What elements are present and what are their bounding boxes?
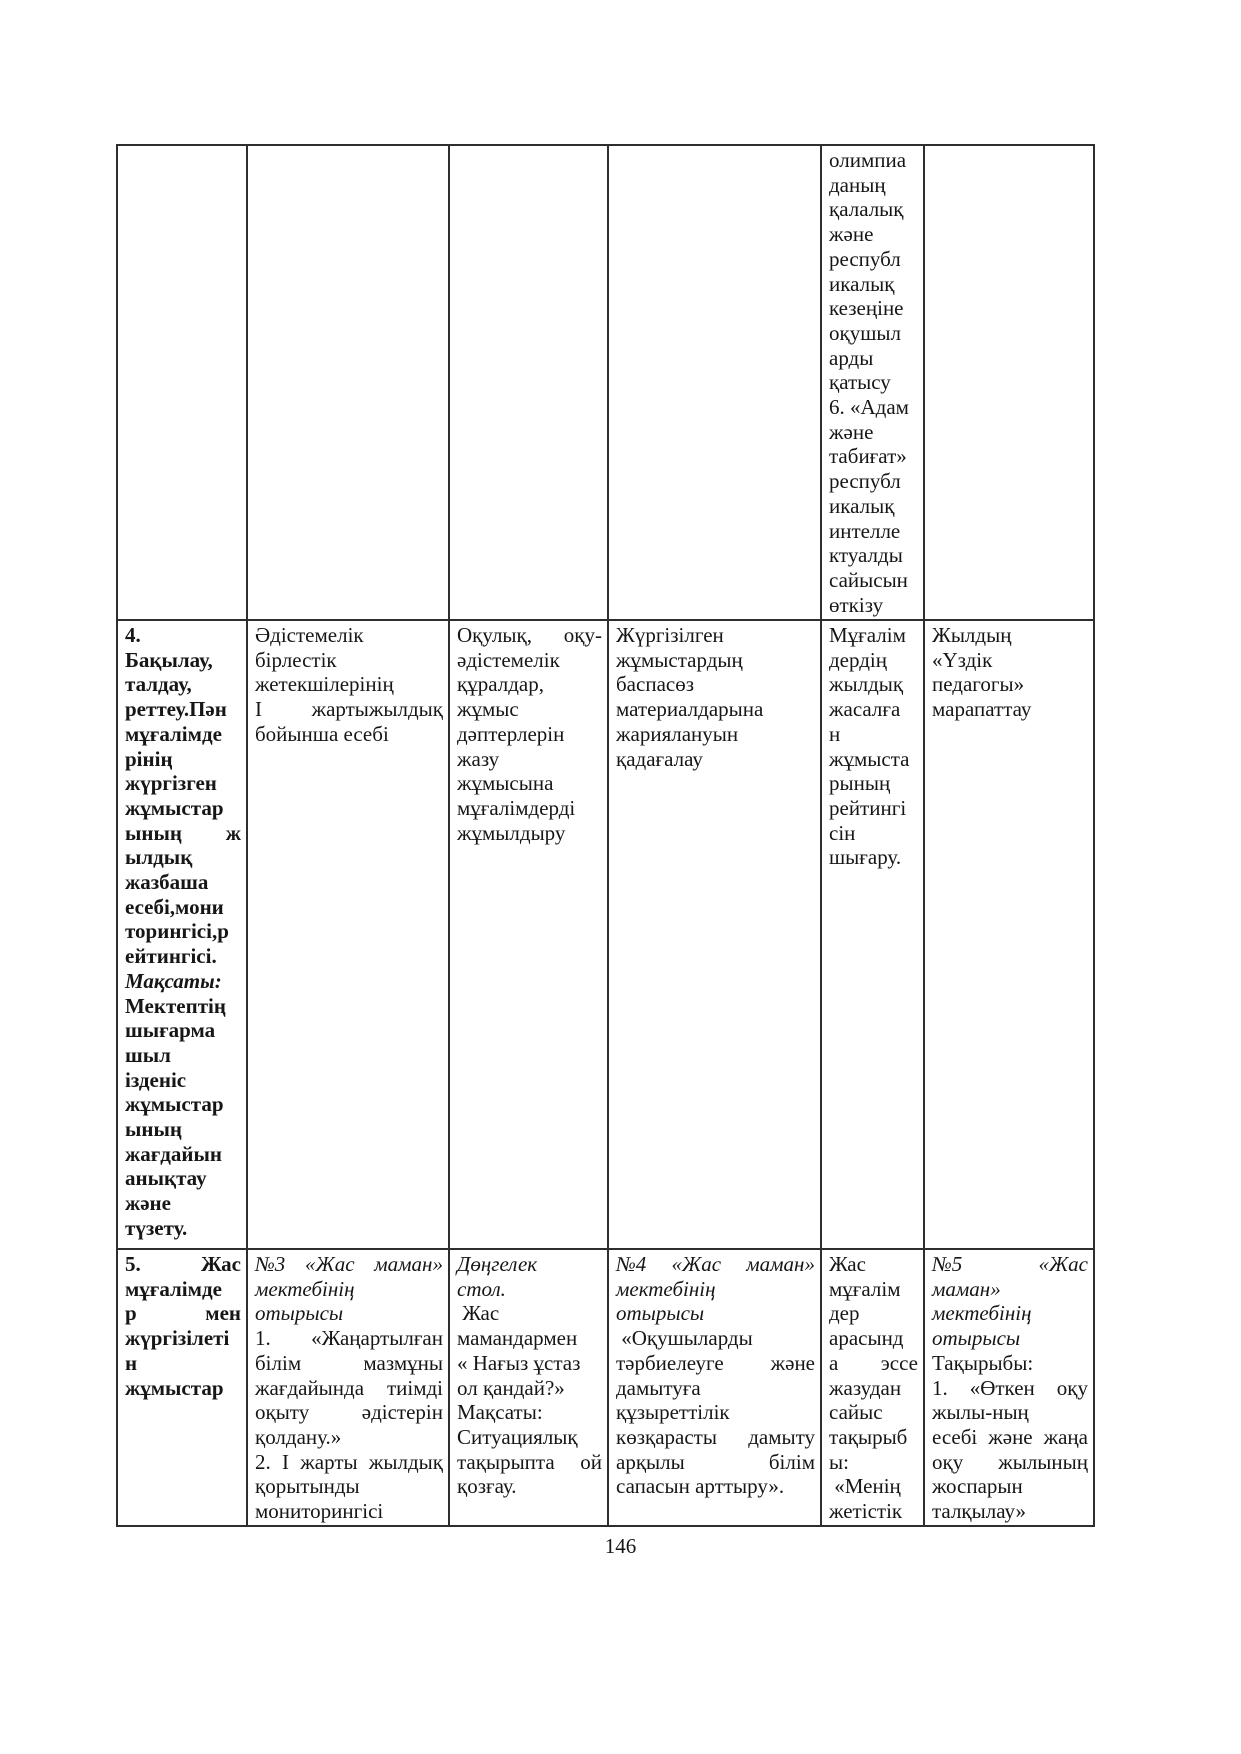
text-line: дер bbox=[829, 1301, 860, 1326]
table-cell-r3-c5 bbox=[821, 1249, 924, 1526]
text-word: оқу- bbox=[563, 623, 602, 647]
text-word: оқыту bbox=[255, 1400, 310, 1425]
text-word: «Жас bbox=[671, 1252, 722, 1276]
text-line: ізденіс bbox=[125, 1067, 187, 1092]
text-line: отырысы bbox=[616, 1301, 705, 1326]
table-cell-r2-c2 bbox=[247, 620, 449, 1249]
text-line: жасалға bbox=[829, 697, 901, 722]
text-line bbox=[125, 821, 241, 846]
text-line: Мақсаты: bbox=[125, 968, 222, 993]
text-word: «Жаңартылған bbox=[311, 1326, 443, 1351]
text-word: жаңа bbox=[1043, 1424, 1088, 1449]
text-word: Жас bbox=[200, 1252, 241, 1276]
text-line: Жылдың bbox=[932, 623, 1012, 647]
text-line: «Үздік bbox=[932, 647, 993, 672]
row-4-control-analysis bbox=[117, 620, 1094, 1249]
text-word: «Жас bbox=[1038, 1252, 1088, 1276]
text-line: ының bbox=[125, 1117, 182, 1142]
text-word: маман» bbox=[374, 1252, 443, 1276]
table-cell-r1-c3 bbox=[449, 145, 608, 620]
table-cell-r3-c4 bbox=[608, 1249, 821, 1526]
text-line: кезеңіне bbox=[829, 296, 904, 321]
text-line: рының bbox=[829, 771, 891, 796]
text-line: жұмысына bbox=[457, 771, 554, 796]
text-line bbox=[255, 1351, 443, 1376]
text-line: есебі,мони bbox=[125, 894, 224, 919]
text-line: марапаттау bbox=[932, 697, 1032, 722]
text-word: I bbox=[255, 697, 262, 722]
text-line: интелле bbox=[829, 518, 901, 543]
text-line: Жас bbox=[829, 1252, 866, 1276]
text-line: стол. bbox=[457, 1276, 506, 1301]
text-line: олимпиа bbox=[829, 148, 907, 172]
text-word: 5. bbox=[125, 1252, 141, 1276]
text-line: жоспарын bbox=[932, 1474, 1023, 1499]
text-line: маман» bbox=[932, 1276, 1001, 1301]
text-word: «Жас bbox=[305, 1252, 355, 1276]
work-plan-table bbox=[116, 144, 1095, 1527]
text-line: және bbox=[829, 419, 874, 444]
text-line bbox=[616, 1425, 815, 1450]
text-line: қадағалау bbox=[616, 746, 703, 771]
text-line: республ bbox=[829, 469, 901, 494]
text-line: қатысу bbox=[829, 370, 891, 395]
text-line: жүргізілеті bbox=[125, 1326, 230, 1351]
text-line: ылдық bbox=[125, 845, 193, 870]
table-cell-r2-c6 bbox=[924, 620, 1094, 1249]
text-line: мектебінің bbox=[932, 1301, 1032, 1326]
text-word: 2. bbox=[255, 1449, 271, 1474]
text-line: икалық bbox=[829, 271, 895, 296]
text-line: педагогы» bbox=[932, 672, 1025, 697]
table-body bbox=[117, 145, 1094, 1526]
page-number: 146 bbox=[604, 1534, 637, 1558]
text-line: жағдайын bbox=[125, 1141, 222, 1166]
table-cell-r3-c3 bbox=[449, 1249, 608, 1526]
table-cell-r3-c2 bbox=[247, 1249, 449, 1526]
text-line: Дөңгелек bbox=[457, 1252, 538, 1276]
text-word: Оқулық, bbox=[457, 623, 532, 647]
text-line: және bbox=[829, 222, 874, 247]
text-line bbox=[255, 1450, 443, 1475]
text-line: қозғау. bbox=[457, 1474, 517, 1499]
text-line: мұғалім bbox=[829, 1276, 901, 1301]
text-word: жартыжылдық bbox=[311, 697, 443, 722]
text-line: жылы-ның bbox=[932, 1400, 1029, 1425]
text-line: 4. bbox=[125, 623, 141, 647]
text-line: мектебінің bbox=[255, 1276, 355, 1301]
table-cell-r2-c4 bbox=[608, 620, 821, 1249]
text-word: 1. bbox=[255, 1326, 271, 1351]
text-word: көзқарасты bbox=[616, 1424, 717, 1449]
text-line: отырысы bbox=[255, 1301, 344, 1326]
text-line: Жүргізілген bbox=[616, 623, 724, 647]
table-cell-r1-c2 bbox=[247, 145, 449, 620]
text-line: жетекшілерінің bbox=[255, 672, 394, 697]
text-line: рінің bbox=[125, 746, 173, 771]
text-line: 6. «Адам bbox=[829, 395, 909, 420]
text-line bbox=[255, 697, 443, 722]
text-word: мазмұны bbox=[363, 1350, 443, 1375]
text-line: анықтау bbox=[125, 1166, 207, 1191]
text-word: жылдық bbox=[368, 1449, 443, 1474]
text-word: 1. bbox=[932, 1375, 948, 1400]
text-line: тақырыб bbox=[829, 1424, 908, 1449]
text-line: мұғалімде bbox=[125, 1276, 222, 1301]
text-line bbox=[125, 1301, 241, 1326]
text-line: бойынша есебі bbox=[255, 721, 389, 746]
text-word: ой bbox=[580, 1449, 602, 1474]
text-line: рейтингі bbox=[829, 795, 907, 820]
text-line: жұмыстар bbox=[125, 795, 224, 820]
text-line: құзыреттілік bbox=[616, 1400, 730, 1425]
text-line: жазудан bbox=[829, 1375, 902, 1400]
text-word: ының bbox=[125, 820, 182, 845]
text-word: №5 bbox=[932, 1252, 963, 1276]
text-line: әдістемелік bbox=[457, 647, 560, 672]
text-line: Мұғалім bbox=[829, 623, 906, 647]
text-line: талқылау» bbox=[932, 1499, 1026, 1524]
text-line: даның bbox=[829, 172, 886, 197]
table-cell-r2-c1 bbox=[117, 620, 247, 1249]
text-line: н bbox=[829, 721, 841, 746]
text-line: жұмыстардың bbox=[616, 647, 743, 672]
text-line: «Менің bbox=[829, 1474, 901, 1499]
table-cell-r2-c5 bbox=[821, 620, 924, 1249]
text-line: табиғат» bbox=[829, 444, 907, 469]
text-line: сайыс bbox=[829, 1400, 883, 1425]
text-line: жүргізген bbox=[125, 771, 217, 796]
table-cell-r1-c6 bbox=[924, 145, 1094, 620]
text-line: торингісі,р bbox=[125, 919, 229, 944]
text-line: оқушыл bbox=[829, 320, 901, 345]
text-line: шығару. bbox=[829, 845, 902, 870]
text-line: түзету. bbox=[125, 1215, 188, 1240]
text-line: Мектептің bbox=[125, 993, 226, 1018]
text-line: Мақсаты: bbox=[457, 1400, 543, 1425]
text-line: икалық bbox=[829, 493, 895, 518]
text-word: жылының bbox=[998, 1449, 1088, 1474]
text-line bbox=[616, 1450, 815, 1475]
text-line: дердің bbox=[829, 647, 887, 672]
text-line: қолдану.» bbox=[255, 1424, 342, 1449]
text-line: жұмылдыру bbox=[457, 820, 566, 845]
text-word: жарты bbox=[300, 1449, 358, 1474]
text-word: оқу bbox=[1056, 1375, 1088, 1400]
text-word: және bbox=[988, 1424, 1033, 1449]
text-word: әдістерін bbox=[361, 1400, 443, 1425]
text-line: арасынд bbox=[829, 1326, 904, 1351]
text-line: жазбаша bbox=[125, 870, 209, 895]
text-line: жұмыстар bbox=[125, 1092, 224, 1117]
text-word: р bbox=[125, 1301, 137, 1326]
text-line: ол қандай?» bbox=[457, 1375, 565, 1400]
text-line: жетістік bbox=[829, 1499, 903, 1524]
text-line: отырысы bbox=[932, 1326, 1021, 1351]
text-line: материалдарына bbox=[616, 697, 764, 722]
text-line bbox=[457, 1450, 602, 1475]
text-line bbox=[616, 1351, 815, 1376]
text-line: бірлестік bbox=[255, 647, 337, 672]
text-line: арды bbox=[829, 345, 874, 370]
text-line: жұмыста bbox=[829, 746, 910, 771]
text-word: «Өткен bbox=[969, 1375, 1035, 1400]
text-line: құралдар, bbox=[457, 672, 544, 697]
text-line: «Оқушыларды bbox=[616, 1326, 753, 1351]
text-line bbox=[255, 1326, 443, 1351]
table-cell-r3-c1 bbox=[117, 1249, 247, 1526]
text-line: және bbox=[125, 1191, 171, 1216]
text-line: талдау, bbox=[125, 672, 192, 697]
text-line bbox=[932, 1376, 1088, 1401]
text-line: Әдістемелік bbox=[255, 623, 364, 647]
text-line: Бақылау, bbox=[125, 647, 213, 672]
text-line bbox=[125, 1252, 241, 1277]
text-word: жағдайында bbox=[255, 1375, 365, 1400]
text-word: а bbox=[829, 1350, 839, 1375]
text-line: жұмыстар bbox=[125, 1375, 224, 1400]
text-line: жылдық bbox=[829, 672, 904, 697]
text-word: маман» bbox=[746, 1252, 815, 1276]
text-line: ктуалды bbox=[829, 543, 903, 568]
text-word: есебі bbox=[932, 1424, 978, 1449]
text-word: I bbox=[282, 1449, 290, 1474]
text-line: ы: bbox=[829, 1449, 849, 1474]
text-line: жариялануын bbox=[616, 721, 739, 746]
text-line: Ситуациялық bbox=[457, 1424, 578, 1449]
row-5-young-teachers bbox=[117, 1249, 1094, 1526]
text-word: №4 bbox=[616, 1252, 647, 1276]
text-line: мамандармен bbox=[457, 1326, 578, 1351]
table-cell-r1-c5 bbox=[821, 145, 924, 620]
text-line: жазу bbox=[457, 746, 500, 771]
text-line: мұғалімде bbox=[125, 721, 222, 746]
text-line: реттеу.Пән bbox=[125, 697, 227, 722]
text-word: эссе bbox=[880, 1350, 918, 1375]
table-cell-r1-c4 bbox=[608, 145, 821, 620]
text-line bbox=[255, 1252, 443, 1277]
text-line: дәптерлерін bbox=[457, 721, 565, 746]
text-word: арқылы bbox=[616, 1449, 685, 1474]
table-cell-r3-c6 bbox=[924, 1249, 1094, 1526]
text-line: мектебінің bbox=[616, 1276, 716, 1301]
text-line bbox=[616, 1252, 815, 1277]
text-word: және bbox=[770, 1350, 815, 1375]
text-line: мониторингісі bbox=[255, 1499, 384, 1524]
text-line: қалалық bbox=[829, 197, 904, 222]
text-word: тәрбиелеуге bbox=[616, 1350, 724, 1375]
text-line bbox=[932, 1450, 1088, 1475]
text-line: мұғалімдерді bbox=[457, 795, 576, 820]
text-line: қорытынды bbox=[255, 1474, 360, 1499]
text-line: шығарма bbox=[125, 1018, 216, 1043]
text-line: Жас bbox=[457, 1301, 500, 1326]
text-word: тақырыпта bbox=[457, 1449, 555, 1474]
text-line: шыл bbox=[125, 1042, 171, 1067]
text-line: жұмыс bbox=[457, 697, 519, 722]
text-word: тиімді bbox=[386, 1375, 443, 1400]
text-word: мен bbox=[205, 1301, 241, 1326]
text-line: « Нағыз ұстаз bbox=[457, 1350, 581, 1375]
table-cell-r2-c3 bbox=[449, 620, 608, 1249]
text-line: сапасын арттыру». bbox=[616, 1474, 785, 1499]
text-line bbox=[255, 1400, 443, 1425]
text-word: білім bbox=[255, 1350, 302, 1375]
text-word: білім bbox=[768, 1449, 815, 1474]
text-word: ж bbox=[225, 820, 241, 845]
text-line bbox=[829, 1351, 918, 1376]
text-line: Тақырыбы: bbox=[932, 1350, 1034, 1375]
text-word: №3 bbox=[255, 1252, 286, 1276]
text-line bbox=[457, 623, 602, 648]
text-word: дамыту bbox=[748, 1424, 815, 1449]
text-line: сін bbox=[829, 820, 856, 845]
text-line: өткізу bbox=[829, 592, 884, 617]
text-line: баспасөз bbox=[616, 672, 695, 697]
text-line: республ bbox=[829, 246, 901, 271]
text-line bbox=[932, 1252, 1088, 1277]
text-line bbox=[255, 1376, 443, 1401]
text-word: оқу bbox=[932, 1449, 964, 1474]
text-line: сайысын bbox=[829, 567, 908, 592]
row-olympiad-continuation bbox=[117, 145, 1094, 620]
text-line: дамытуға bbox=[616, 1375, 701, 1400]
text-line bbox=[932, 1425, 1088, 1450]
text-line: н bbox=[125, 1350, 138, 1375]
text-line: ейтингісі. bbox=[125, 944, 217, 969]
table-cell-r1-c1 bbox=[117, 145, 247, 620]
